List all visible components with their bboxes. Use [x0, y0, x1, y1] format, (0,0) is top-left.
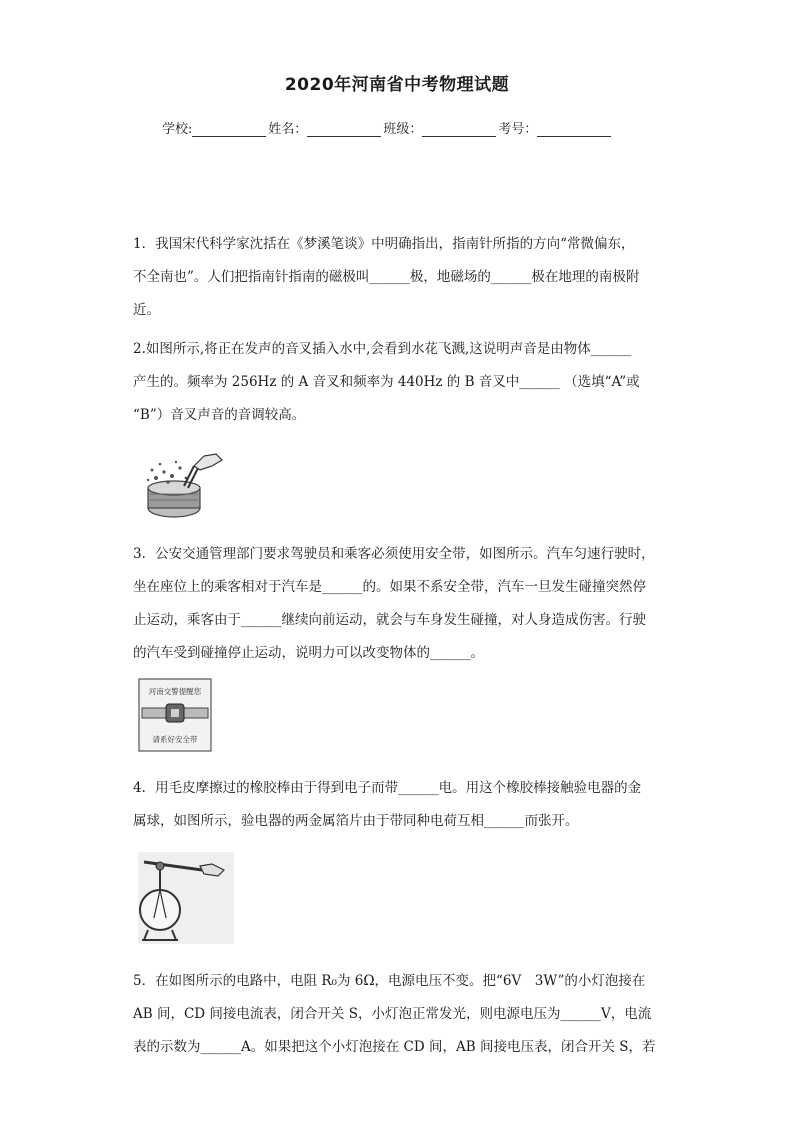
student-info-line	[162, 118, 613, 137]
question-line: 属球，如图所示，验电器的两金属箔片由于带同种电荷互相______而张开。	[133, 813, 579, 829]
exam-number-blank[interactable]	[537, 122, 611, 137]
electroscope-figure	[138, 852, 234, 944]
question-5	[133, 965, 663, 1064]
question-line: 3．公安交通管理部门要求驾驶员和乘客必须使用安全带，如图所示。汽车匀速行驶时，	[133, 546, 655, 562]
question-line: 2.如图所示,将正在发声的音叉插入水中,会看到水花飞溅,这说明声音是由物体______	[133, 341, 632, 357]
tuning-fork-in-water-figure	[138, 450, 226, 522]
question-line: 1．我国宋代科学家沈括在《梦溪笔谈》中明确指出，指南针所指的方向“常微偏东，	[133, 236, 635, 252]
question-line: 坐在座位上的乘客相对于汽车是______的。如果不系安全带，汽车一旦发生碰撞突然停	[133, 579, 646, 595]
name-blank[interactable]	[307, 122, 381, 137]
school-label: 学校:	[162, 122, 193, 137]
poster-bottom-text: 请系好安全带	[152, 735, 198, 744]
paper-title: 2020年河南省中考物理试题	[284, 75, 510, 95]
question-line: AB 间，CD 间接电流表，闭合开关 S，小灯泡正常发光，则电源电压为______V，电流	[133, 1006, 652, 1022]
question-line: 5．在如图所示的电路中，电阻 R₀为 6Ω，电源电压不变。把“6V 3W”的小灯泡接在	[133, 973, 646, 989]
class-blank[interactable]	[422, 122, 496, 137]
question-2	[133, 333, 663, 432]
question-line: 近。	[133, 302, 160, 318]
name-label: 姓名：	[268, 122, 308, 137]
question-1	[133, 228, 663, 327]
class-label: 班级：	[383, 122, 423, 137]
question-4	[133, 772, 663, 838]
tuning-fork-illustration	[138, 450, 226, 522]
electroscope-illustration	[138, 852, 234, 944]
school-blank[interactable]	[192, 122, 266, 137]
question-line: 4．用毛皮摩擦过的橡胶棒由于得到电子而带______电。用这个橡胶棒接触验电器的金	[133, 780, 642, 796]
question-3	[133, 538, 663, 670]
question-line: 表的示数为______A。如果把这个小灯泡接在 CD 间，AB 间接电压表，闭合开关 S，若	[133, 1039, 656, 1055]
exam-number-label: 考号：	[498, 122, 538, 137]
question-line: 止运动，乘客由于______继续向前运动，就会与车身发生碰撞，对人身造成伤害。行驶	[133, 612, 646, 628]
seatbelt-poster-figure	[138, 678, 212, 752]
question-line: 不全南也”。人们把指南针指南的磁极叫______极，地磁场的______极在地理的南极附	[133, 269, 640, 285]
question-line: 产生的。频率为 256Hz 的 A 音叉和频率为 440Hz 的 B 音叉中______ （选填“A”或	[133, 374, 640, 390]
seatbelt-illustration	[138, 678, 212, 752]
poster-top-text: 河南交警提醒您	[148, 687, 202, 696]
question-line: “B”）音叉声音的音调较高。	[133, 407, 306, 423]
question-line: 的汽车受到碰撞停止运动，说明力可以改变物体的______。	[133, 645, 484, 661]
